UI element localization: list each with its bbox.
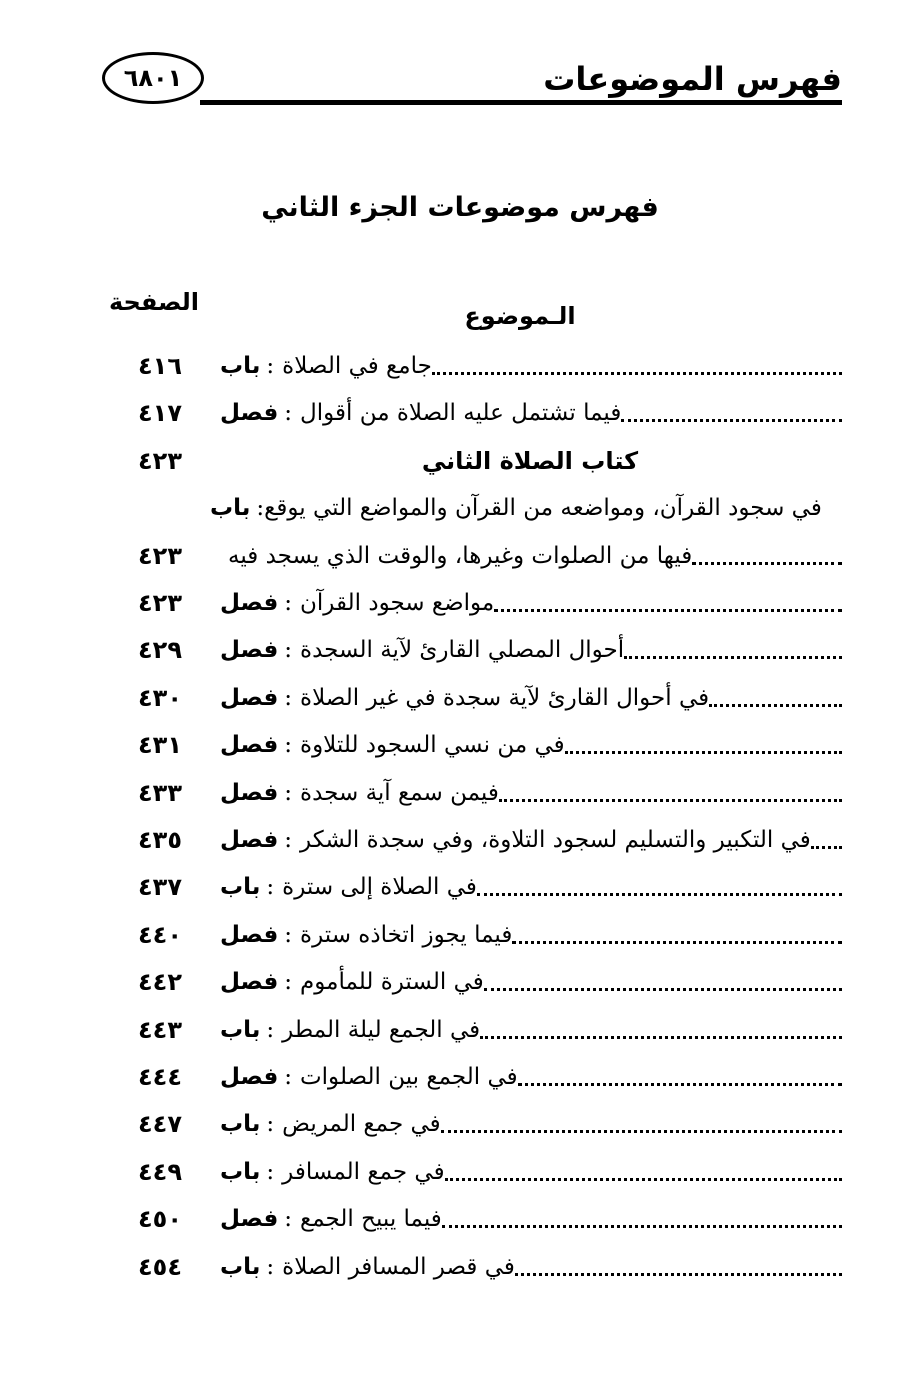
page-number: ٦٨٠١ (102, 52, 204, 104)
toc-row (0, 533, 920, 579)
dot-leader (442, 1225, 842, 1228)
toc-entry: باب : في سجود القرآن، ومواضعه من القرآن والمواضع التي يوقع (210, 495, 822, 521)
toc-row (0, 627, 920, 673)
page-title: فهرس موضوعات الجزء الثاني (261, 192, 659, 223)
dot-leader (811, 846, 842, 849)
toc-row (0, 1244, 920, 1290)
entry-page-number: ٤٤٤ (138, 1063, 182, 1091)
column-header-topic: الـموضوع (464, 302, 576, 330)
entry-text: في قصر المسافر الصلاة (282, 1254, 515, 1280)
toc-entry: فصل : في التكبير والتسليم لسجود التلاوة، وفي سجدة الشكر (220, 817, 842, 863)
entry-label: باب (220, 874, 261, 900)
toc-row (0, 1007, 920, 1053)
toc-entry: فصل : في السترة للمأموم (220, 959, 842, 1005)
entry-page-number: ٤١٦ (138, 352, 182, 380)
dot-leader (624, 656, 842, 659)
entry-label: باب (220, 1159, 261, 1185)
entry-text: في من نسي السجود للتلاوة (300, 732, 565, 758)
entry-label: فصل (220, 400, 279, 426)
entry-label: فصل (220, 1206, 279, 1232)
toc-row (0, 1196, 920, 1242)
entry-label: فصل (220, 827, 279, 853)
entry-text: مواضع سجود القرآن (300, 590, 495, 616)
entry-page-number: ٤٣٥ (138, 826, 182, 854)
entry-label: فصل (220, 780, 279, 806)
dot-leader (515, 1273, 842, 1276)
entry-page-number: ٤٢٣ (138, 589, 182, 617)
entry-text: أحوال المصلي القارئ لآية السجدة (300, 637, 625, 663)
toc-entry: فصل : فيما يبيح الجمع (220, 1196, 842, 1242)
entry-text: في التكبير والتسليم لسجود التلاوة، وفي سجدة الشكر (300, 827, 811, 853)
entry-page-number: ٤٢٣ (138, 447, 182, 475)
toc-row (0, 580, 920, 626)
toc-row (0, 722, 920, 768)
dot-leader (518, 1083, 842, 1086)
toc-entry: فصل : في من نسي السجود للتلاوة (220, 722, 842, 768)
entry-page-number: ٤٤٧ (138, 1110, 182, 1138)
entry-page-number: ٤٥٤ (138, 1253, 182, 1281)
entry-page-number: ٤٤٢ (138, 968, 182, 996)
dot-leader (477, 893, 842, 896)
toc-row (0, 485, 920, 531)
toc-row (0, 912, 920, 958)
entry-label: فصل (220, 685, 279, 711)
dot-leader (499, 799, 842, 802)
toc-row (0, 675, 920, 721)
dot-leader (692, 562, 842, 565)
entry-label: باب (220, 1111, 261, 1137)
entry-page-number: ٤٤٣ (138, 1016, 182, 1044)
entry-text: في أحوال القارئ لآية سجدة في غير الصلاة (300, 685, 710, 711)
toc-entry: فصل : فيما تشتمل عليه الصلاة من أقوال (220, 390, 842, 436)
column-header-page: الصفحة (108, 288, 199, 316)
entry-label: فصل (220, 922, 279, 948)
entry-text: جامع في الصلاة (282, 353, 432, 379)
entry-text: فيمن سمع آية سجدة (300, 780, 499, 806)
entry-page-number: ٤١٧ (138, 399, 182, 427)
toc-row (0, 1101, 920, 1147)
entry-label: فصل (220, 969, 279, 995)
entry-page-number: ٤٤٩ (138, 1158, 182, 1186)
toc-entry: باب : في قصر المسافر الصلاة (220, 1244, 842, 1290)
section-heading: كتاب الصلاة الثاني (421, 447, 639, 475)
toc-entry: فصل : في أحوال القارئ لآية سجدة في غير الصلاة (220, 675, 842, 721)
dot-leader (480, 1036, 842, 1039)
toc-entry (220, 533, 842, 579)
dot-leader (621, 419, 842, 422)
dot-leader (445, 1178, 842, 1181)
toc-row (0, 1149, 920, 1195)
toc-row (0, 770, 920, 816)
entry-label: فصل (220, 590, 279, 616)
toc-entry: باب : جامع في الصلاة (220, 343, 842, 389)
entry-text: في الجمع بين الصلوات (300, 1064, 518, 1090)
toc-row (0, 817, 920, 863)
entry-text: في جمع المسافر (282, 1159, 445, 1185)
entry-page-number: ٤٣٧ (138, 873, 182, 901)
entry-label: باب (220, 353, 261, 379)
running-header-title: فهرس الموضوعات (543, 60, 842, 98)
toc-row (0, 343, 920, 389)
entry-text: في جمع المريض (282, 1111, 441, 1137)
toc-row (0, 438, 920, 484)
toc-row (0, 390, 920, 436)
dot-leader (565, 751, 842, 754)
toc-row (0, 864, 920, 910)
entry-text: فيما يجوز اتخاذه سترة (300, 922, 513, 948)
dot-leader (484, 988, 842, 991)
toc-entry: فصل : في الجمع بين الصلوات (220, 1054, 842, 1100)
toc-entry: باب : في جمع المريض (220, 1101, 842, 1147)
entry-text: فيما يبيح الجمع (300, 1206, 442, 1232)
entry-page-number: ٤٢٣ (138, 542, 182, 570)
entry-page-number: ٤٤٠ (138, 921, 182, 949)
entry-text: فيها من الصلوات وغيرها، والوقت الذي يسجد فيه (228, 543, 693, 569)
toc-entry: باب : في الجمع ليلة المطر (220, 1007, 842, 1053)
entry-page-number: ٤٣٠ (138, 684, 182, 712)
entry-text: في سجود القرآن، ومواضعه من القرآن والمواضع التي يوقع (264, 495, 822, 521)
toc-entry: فصل : فيمن سمع آية سجدة (220, 770, 842, 816)
entry-text: في السترة للمأموم (300, 969, 484, 995)
dot-leader (441, 1130, 842, 1133)
entry-page-number: ٤٢٩ (138, 636, 182, 664)
entry-page-number: ٤٣١ (138, 731, 182, 759)
dot-leader (494, 609, 842, 612)
entry-label: فصل (220, 1064, 279, 1090)
dot-leader (512, 941, 842, 944)
toc-entry: باب : في جمع المسافر (220, 1149, 842, 1195)
dot-leader (709, 704, 842, 707)
toc-row (0, 1054, 920, 1100)
entry-label: فصل (220, 637, 279, 663)
toc-entry: فصل : أحوال المصلي القارئ لآية السجدة (220, 627, 842, 673)
entry-label: فصل (220, 732, 279, 758)
toc-row (0, 959, 920, 1005)
entry-text: فيما تشتمل عليه الصلاة من أقوال (300, 400, 622, 426)
dot-leader (432, 372, 842, 375)
entry-page-number: ٤٣٣ (138, 779, 182, 807)
entry-text: في الجمع ليلة المطر (282, 1017, 481, 1043)
entry-page-number: ٤٥٠ (138, 1205, 182, 1233)
entry-text: في الصلاة إلى سترة (282, 874, 477, 900)
entry-label: باب (220, 1017, 261, 1043)
entry-label: باب (220, 1254, 261, 1280)
toc-entry: فصل : فيما يجوز اتخاذه سترة (220, 912, 842, 958)
toc-entry: باب : في الصلاة إلى سترة (220, 864, 842, 910)
toc-entry: فصل : مواضع سجود القرآن (220, 580, 842, 626)
entry-label: باب (210, 495, 251, 521)
